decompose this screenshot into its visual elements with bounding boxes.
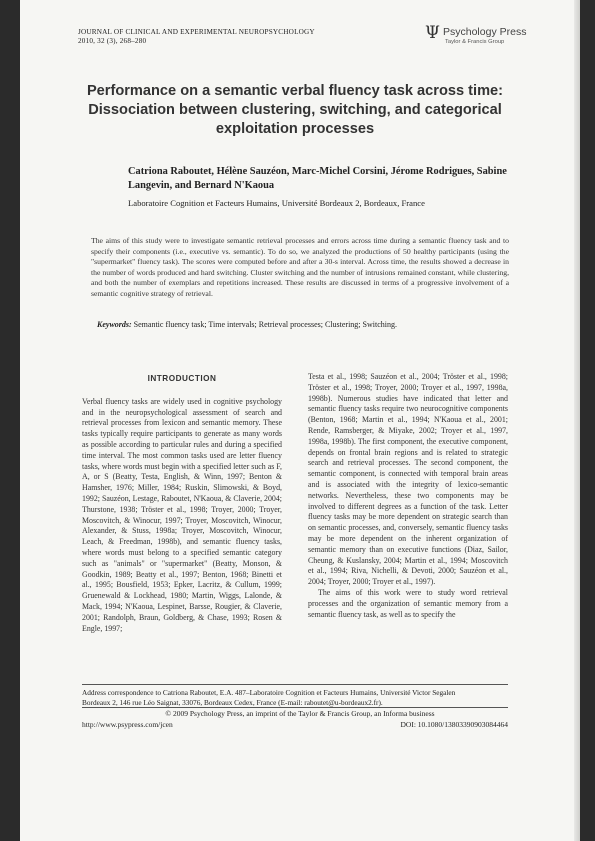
correspondence-line: Bordeaux 2, 146 rue Léo Saignat, 33076, Bordeaux Cedex, France (E-mail: raboutet@u-bordeaux2.fr). — [82, 698, 383, 708]
body-paragraph: The aims of this work were to study word retrieval processes and the organization of semantic memory from a semantic fluency task, as well as to specify the — [308, 587, 508, 619]
journal-header — [78, 28, 315, 46]
copyright-divider — [82, 707, 508, 708]
article-title: Performance on a semantic verbal fluency task across time: Dissociation between clustering, switching, and categorical exploitation processes — [86, 83, 504, 137]
right-column — [308, 372, 508, 620]
body-paragraph: Testa et al., 1998; Sauzéon et al., 2004; Tröster et al., 1998; Tröster et al., 1998; Troyer, 2000; Troyer et al., 1997, 1998a, 1998b). Numerous studies have indicated that letter and semantic fluency tasks require two neurocognitive components (Benton, 1968; Martin et al., 1994; N'Kaoua et al., 2001; Rende, Ramsberger, & Miyake, 2002; Troyer et al., 1997, 1998a, 1998b). The first component, the executive component, depends on frontal brain regions and is related to strategic search and retrieval processes. The second component, the semantic component, is connected with temporal brain areas and is associated with the integrity of lexico-semantic networks. Nevertheless, these two components may be involved to different degrees as a function of the task. Letter fluency tasks may be more dependent on strategic search than on semantic processes, and, conversely, semantic fluency tasks may be more dependent on the inherent organization of semantic memory than on executive functions (Diaz, Sailor, Cheung, & Kuslansky, 2004; Martin et al., 1994; Moscovitch et al., 1994; Riva, Nichelli, & Devoti, 2000; Sauzéon et al., 2004; Troyer, 2000; Troyer et al., 1997). — [308, 372, 508, 587]
keywords-label: Keywords: — [97, 320, 132, 329]
correspondence-line: Address correspondence to Catriona Raboutet, E.A. 487–Laboratoire Cognition et Facteurs Humains, Université Victor Segalen — [82, 688, 456, 697]
left-column — [82, 372, 282, 634]
publisher-group: Taylor & Francis Group — [445, 39, 505, 45]
journal-issue: 2010, 32 (3), 268–280 — [78, 37, 147, 45]
section-heading-introduction: INTRODUCTION — [147, 374, 217, 383]
keywords-text: Semantic fluency task; Time intervals; Retrieval processes; Clustering; Switching. — [133, 320, 397, 329]
abstract: The aims of this study were to investigate semantic retrieval processes and errors across time during a semantic fluency task and to specify their components (i.e., executive vs. semantic). To do so, we analyzed the productions of 50 healthy participants (using the "supermarket" fluency task). The scores were computed before and after a 30-s interval. Across time, the results showed a decrease in the number of words produced and hard switching. Cluster switching and the number of intrusions remained constant, while clustering, and both the number of exemplars and repetitions increased. These results are discussed in terms of a progressive involvement of a semantic cognitive strategy of retrieval. — [91, 236, 509, 298]
author-list: Catriona Raboutet, Hélène Sauzéon, Marc-Michel Corsini, Jérome Rodrigues, Sabine Langevin, and Bernard N'Kaoua — [128, 166, 507, 191]
journal-url-link[interactable]: http://www.psypress.com/jcen — [82, 720, 173, 729]
footnote-divider — [82, 684, 508, 685]
paper-page — [20, 0, 580, 841]
journal-name: JOURNAL OF CLINICAL AND EXPERIMENTAL NEUROPSYCHOLOGY — [78, 28, 315, 36]
psi-logo-icon: Ψ — [425, 23, 440, 43]
correspondence-note — [82, 688, 508, 709]
doi-text: DOI: 10.1080/13803390903084464 — [400, 720, 508, 729]
body-paragraph: Verbal fluency tasks are widely used in cognitive psychology and in the neuropsychological assessment of search and retrieval processes from lexicon and semantic memory. These tasks typically require participants to generate as many words as possible according to particular rules and during a specified time interval. The most common tasks used are letter fluency tasks, where words must begin with a specified letter such as F, A, or S (Beatty, Testa, English, & Winn, 1997; Benton & Hamsher, 1976; Miller, 1984; Ruskin, Slimowski, & Boyd, 1992; Sauzéon, Lestage, Raboutet, N'Kaoua, & Claverie, 2004; Thurstone, 1938; Tröster et al., 1998; Troyer, 2000; Troyer, Moscovitch, & Winocur, 1997; Troyer, Moscovitch, Winocur, Alexander, & Stuss, 1998a; Troyer, Moscovitch, Winocur, Leach, & Freedman, 1998b), and semantic fluency tasks, where words must belong to a specified semantic category such as "animals" or "supermarket" (Beatty, Monson, & Goodkin, 1989; Beatty et al., 1997; Benton, 1968; Binetti et al., 1995; Bousfield, 1953; Epker, Lacritz, & Cullum, 1999; Gruenewald & Lockhead, 1980; Martin, Wiggs, Lalonde, & Mack, 1994; N'Kaoua, Lespinet, Barsse, Rougier, & Claverie, 2001; Randolph, Braun, Goldberg, & Chase, 1993; Rosen & Engle, 1997; — [82, 396, 282, 633]
keywords — [97, 320, 517, 329]
affiliation: Laboratoire Cognition et Facteurs Humains, Université Bordeaux 2, Bordeaux, France — [128, 198, 425, 208]
publisher-name: Psychology Press — [443, 26, 527, 38]
copyright-line: © 2009 Psychology Press, an imprint of the Taylor & Francis Group, an Informa business — [165, 709, 435, 718]
